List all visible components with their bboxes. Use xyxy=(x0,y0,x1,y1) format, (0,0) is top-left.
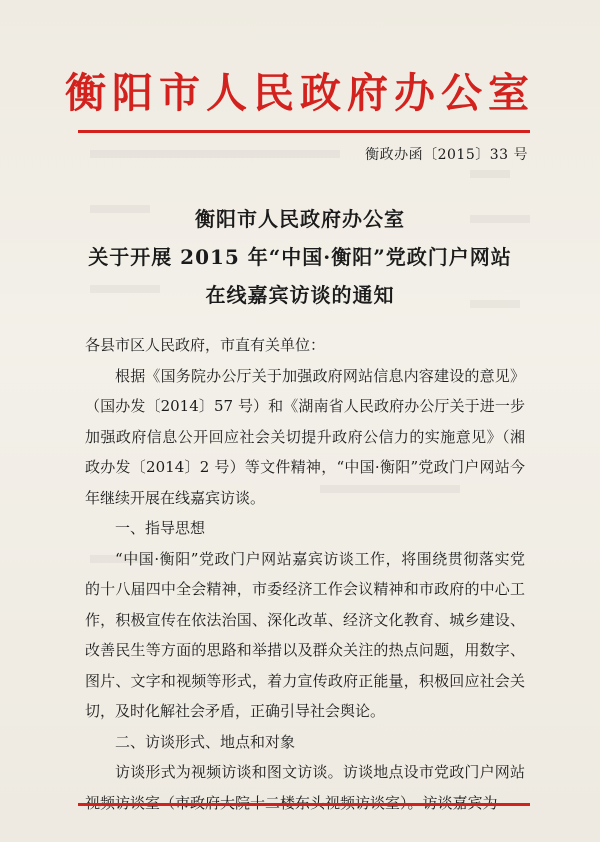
title-line-2: 关于开展 2015 年“中国·衡阳”党政门户网站 xyxy=(88,245,512,269)
section-heading-format-location: 二、访谈形式、地点和对象 xyxy=(115,732,296,751)
salutation: 各县市区人民政府，市直有关单位： xyxy=(85,336,326,354)
issuer-header: 衡阳市人民政府办公室 xyxy=(65,69,535,117)
title-line-3: 在线嘉宾访谈的通知 xyxy=(205,283,395,307)
footer-red-rule xyxy=(78,803,530,806)
document-number: 衡政办函〔2015〕33 号 xyxy=(365,147,528,163)
section-heading-guiding-thought: 一、指导思想 xyxy=(115,519,206,537)
title-line-1: 衡阳市人民政府办公室 xyxy=(195,207,405,231)
header-red-rule xyxy=(78,130,530,133)
notice-body xyxy=(85,330,525,818)
notice-title xyxy=(0,200,600,314)
paragraph-format-location: 访谈形式为视频访谈和图文访谈。访谈地点设市党政门户网站 xyxy=(115,763,525,781)
paragraph-basis: 根据《国务院办公厅关于加强政府网站信息内容建设的意见》（国办发〔2014〕57 号）和《湖南省人民政府办公厅关于进一步加强政府信息公开回应社会关切提升政府公信力的实施意见》（湘政办发〔2014〕2 号）等文件精神，“中国·衡阳”党政门户网站今年继续开展在线嘉宾访谈。 xyxy=(85,366,525,507)
paragraph-guiding-thought: “中国·衡阳”党政门户网站嘉宾访谈工作，将围绕贯彻落实党的十八届四中全会精神，市委经济工作会议精神和市政府的中心工作，积极宣传在依法治国、深化改革、经济文化教育、城乡建设、改善民生等方面的思路和举措以及群众关注的热点问题，用数字、图片、文字和视频等形式，着力宣传政府正能量，积极回应社会关切，及时化解社会矛盾，正确引导社会舆论。 xyxy=(85,549,525,720)
